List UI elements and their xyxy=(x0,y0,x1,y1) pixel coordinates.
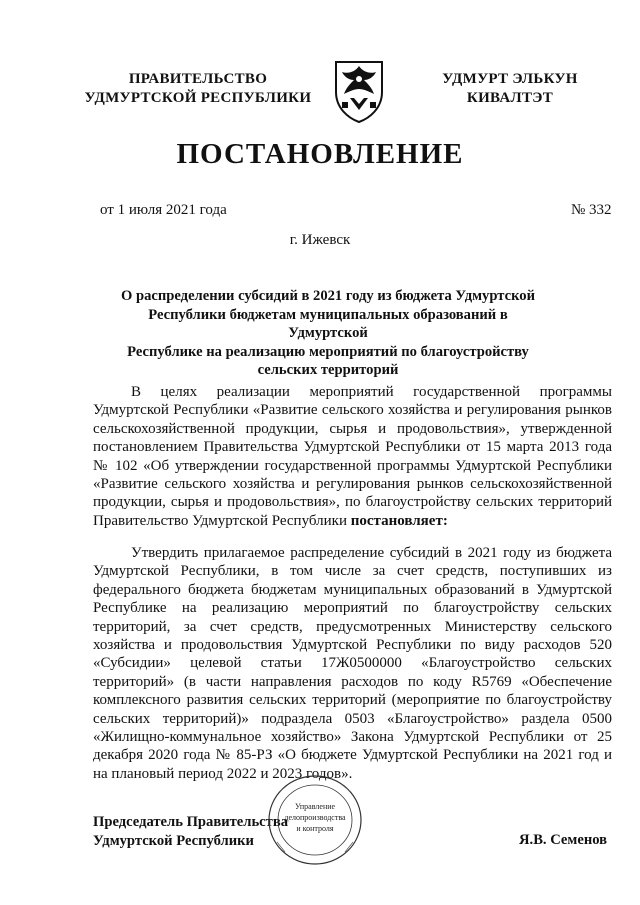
document-type-title: ПОСТАНОВЛЕНИЕ xyxy=(176,138,464,170)
org-name-udmurt xyxy=(420,70,600,108)
paragraph-1-text: В целях реализации мероприятий государственной программы Удмуртской Республики «Развитие сельского хозяйства и регулирования рынков сельскохозяйственной продукции, сырья и продовольствия», утвержденной постановлением Правительства Удмуртской Республики от 15 марта 2013 года № 102 «Об утверждении государственной программы Удмуртской Республики «Развитие сельского хозяйства и регулирования рынков сельскохозяйственной продукции, сырья и продовольствия», по благоустройству сельских территорий Правительство Удмуртской Республики xyxy=(93,384,612,529)
org-name-udmurt-line1: УДМУРТ ЭЛЬКУН xyxy=(442,71,578,87)
org-name-line1: ПРАВИТЕЛЬСТВО xyxy=(128,71,268,87)
org-name-udmurt-line2: КИВАЛТЭТ xyxy=(466,90,554,106)
document-subject xyxy=(118,287,538,380)
subject-line3: Республике на реализацию мероприятий по благоустройству xyxy=(127,343,529,360)
document-date: от 1 июля 2021 года xyxy=(100,202,227,218)
office-stamp xyxy=(265,772,365,868)
org-name-line2: УДМУРТСКОЙ РЕСПУБЛИКИ xyxy=(84,90,312,106)
stamp-line2: делопроизводства xyxy=(284,813,346,822)
signatory-title-line2: Удмуртской Республики xyxy=(93,833,254,849)
subject-line2: Республики бюджетам муниципальных образований в Удмуртской xyxy=(148,306,508,341)
signatory-title-line1: Председатель Правительства xyxy=(93,814,289,830)
body-paragraph-2 xyxy=(93,544,612,783)
stamp-line1: Управление xyxy=(294,802,336,811)
stamp-line3: и контроля xyxy=(296,824,334,833)
paragraph-2-text: Утвердить прилагаемое распределение субсидий в 2021 году из бюджета Удмуртской Республики, в том числе за счет средств, поступивших из федерального бюджета бюджетам муниципальных образований в Удмуртской Республике на реализацию мероприятий по благоустройству сельских территорий, за счет средств, предусмотренных Министерству сельского хозяйства и продовольствия Удмуртской Республики по виду расходов 520 «Субсидии» целевой статьи 17Ж0500000 «Благоустройство сельских территорий» (в части направления расходов по коду R5769 «Обеспечение комплексного развития сельских территорий (мероприятие по благоустройству сельских территорий)» подраздела 0503 «Благоустройство» раздела 0500 «Жилищно-коммунальное хозяйство» Закона Удмуртской Республики от 25 декабря 2020 года № 85-РЗ «О бюджете Удмуртской Республики на 2021 год и на плановый период 2022 и 2023 годов». xyxy=(93,545,612,782)
resolution-keyword: постановляет xyxy=(350,512,443,529)
signatory-name: Я.В. Семенов xyxy=(519,832,608,848)
document-number: № 332 xyxy=(571,202,612,218)
body-paragraph-1 xyxy=(93,383,612,530)
resolution-colon: : xyxy=(442,512,448,529)
coat-of-arms-icon xyxy=(330,58,388,124)
subject-line1: О распределении субсидий в 2021 году из бюджета Удмуртской xyxy=(120,288,536,304)
document-city: г. Ижевск xyxy=(289,232,351,248)
subject-line4: сельских территорий xyxy=(257,362,399,378)
org-name-russian xyxy=(78,70,318,108)
signatory-title xyxy=(93,813,288,851)
